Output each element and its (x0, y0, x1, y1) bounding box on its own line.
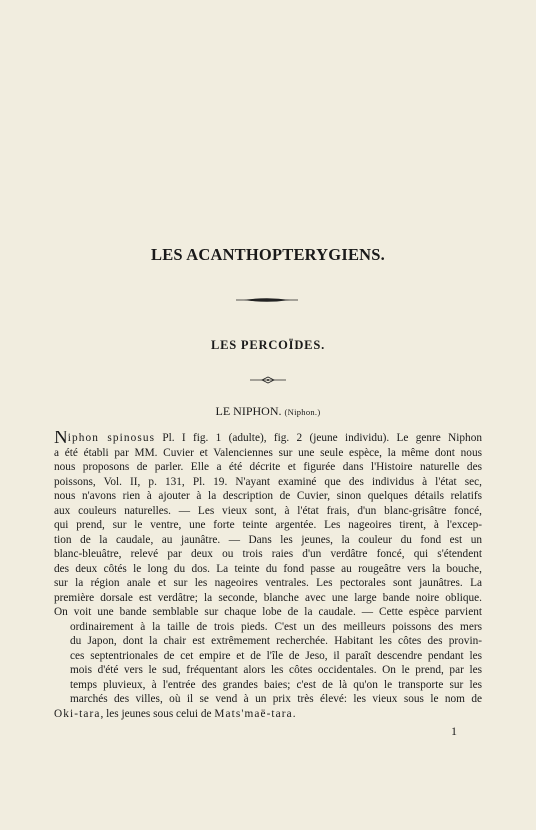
text-line: tion de la caudale, au jaunâtre. — Dans les jeunes, la couleur du fond est un (54, 533, 482, 546)
species-name: iphon spinosus (67, 432, 156, 444)
text-line: mois d'été vers le sud, fréquentant alors les côtes occidentales. On le prend, par les (70, 664, 482, 676)
text-line: marchés des villes, où il se vend à un prix très élevé: les vieux sous le nom de (70, 693, 482, 705)
page-title: LES ACANTHOPTERYGIENS. (151, 245, 385, 264)
page-number: 1 (451, 724, 457, 738)
ornament-divider-1 (236, 297, 298, 303)
text-line: du Japon, dont la chair est extrêmement recherchée. Habitant les côtes des provin- (70, 635, 482, 647)
text-line: a été établi par MM. Cuvier et Valenciennes sur une seule espèce, la même dont nous (54, 446, 482, 459)
text-line: qui prend, sur le ventre, une forte teinte argentée. Les nageoires tirent, à l'excep- (54, 519, 482, 531)
text-line: Oki-tara, les jeunes sous celui de Mats'maë-tara. (54, 707, 296, 720)
text-line: poissons, Vol. II, p. 131, Pl. 19. N'ayant examiné que des individus à l'état sec, (54, 475, 482, 488)
text-line: sur la région anale et sur les nageoires ventrales. Les pectorales sont jaunâtres. La (54, 577, 482, 589)
text-line: ordinairement à la taille de trois pieds. C'est un des meilleurs poissons des mers (70, 620, 482, 633)
japanese-name-young: Mats'maë-tara (214, 707, 293, 720)
text-line: des deux côtés le long du dos. La teinte du fond passe au rougeâtre vers la bouche, (54, 562, 482, 575)
genus-heading (0, 404, 536, 419)
ornament-divider-2 (250, 376, 286, 384)
text-line: temps pluvieux, à l'entrée des grandes baies; c'est de là qu'on le transporte sur les (70, 678, 482, 691)
japanese-name-old: Oki-tara (54, 707, 101, 720)
drop-cap: N (54, 431, 68, 446)
genus-name: LE NIPHON. (215, 404, 282, 418)
family-heading: LES PERCOÏDES. (210, 338, 325, 352)
genus-latin: (Niphon.) (284, 407, 321, 417)
text-line: ces septentrionales de cet empire et de l'île de Jeso, il paraît descendre pendant les (70, 649, 482, 662)
text-line: première dorsale est verdâtre; la seconde, blanche avec une large bande noire oblique. (54, 591, 482, 604)
text-line: nous n'avons rien à ajouter à la description de Cuvier, sinon quelques détails relatifs (54, 490, 482, 502)
text-line: aux couleurs naturelles. — Les vieux sont, à l'état frais, d'un blanc-grisâtre foncé, (54, 504, 482, 517)
text-line: Niphon spinosus Pl. I fig. 1 (adulte), fig. 2 (jeune individu). Le genre Niphon (54, 431, 482, 446)
body-paragraph (54, 431, 482, 721)
text-line: blanc-bleuâtre, relevé par deux ou trois raies d'un verdâtre foncé, qui s'étendent (54, 548, 482, 560)
text-line: On voit une bande semblable sur chaque lobe de la caudale. — Cette espèce parvient (54, 606, 482, 618)
text-line: nous proposons de parler. Elle a été décrite et figurée dans l'Histoire naturelle des (54, 461, 482, 473)
